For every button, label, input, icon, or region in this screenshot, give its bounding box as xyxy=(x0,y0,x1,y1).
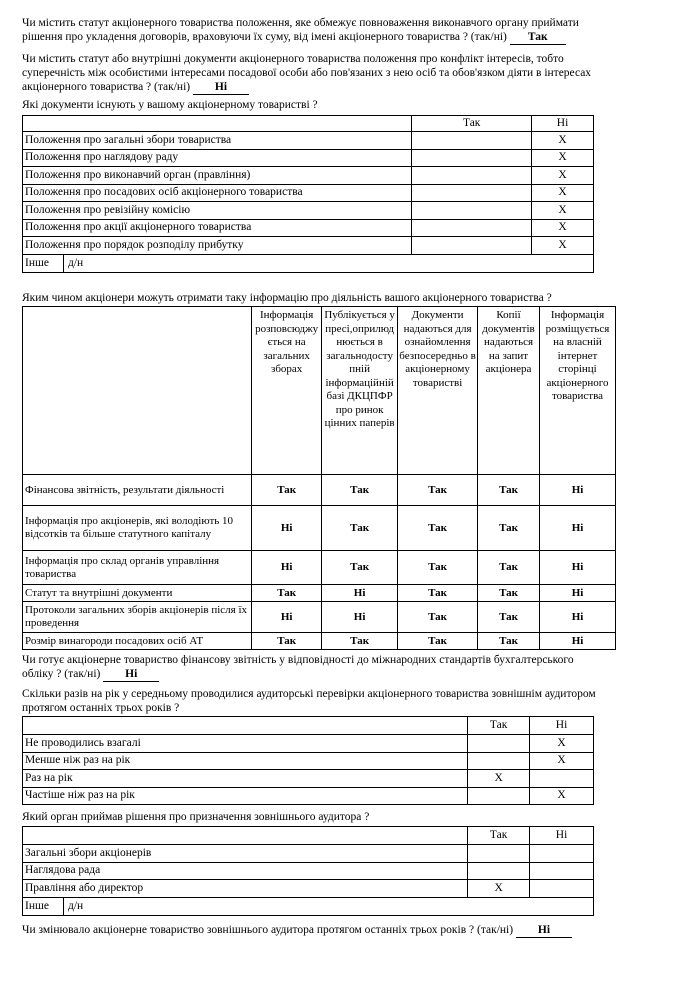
yes-cell xyxy=(412,149,532,167)
no-cell: X xyxy=(532,219,594,237)
yes-cell xyxy=(412,184,532,202)
value-cell: Так xyxy=(398,602,478,633)
column-header-yes: Так xyxy=(412,116,532,132)
table-row xyxy=(23,132,594,150)
yes-cell xyxy=(468,862,530,880)
other-label: Інше xyxy=(23,898,64,915)
table-row xyxy=(23,735,594,753)
documents-table xyxy=(22,115,594,273)
question-documents: Які документи існують у вашому акціонерному товаристві ? xyxy=(22,99,318,111)
no-cell: X xyxy=(530,735,594,753)
value-cell: Так xyxy=(478,551,540,585)
row-label: Положення про наглядову раду xyxy=(23,149,412,167)
table-row xyxy=(23,880,594,898)
table-row xyxy=(23,862,594,880)
question-audits: Скільки разів на рік у середньому проводилися аудиторські перевірки акціонерного товариства зовнішнім аудитором протягом останніх трьох років ? xyxy=(22,688,596,714)
yes-cell xyxy=(412,132,532,150)
table-row xyxy=(23,787,594,805)
column-header: Копії документів надаються на запит акціонера xyxy=(478,307,540,475)
no-cell xyxy=(530,770,594,788)
table-header-row xyxy=(23,827,594,845)
row-label: Інформація про склад органів управління товариства xyxy=(23,551,252,585)
question-text: Чи містить статут або внутрішні документи акціонерного товариства положення про конфлікт інтересів, тобто суперечність між особистими інтересами посадової особи або пов'язаних з нею осіб та обов'язком діяти в інтересах акціонерного товариства ? (так/ні) xyxy=(22,53,592,93)
value-cell: Так xyxy=(478,602,540,633)
answer-field: Ні xyxy=(516,923,572,938)
value-cell: Ні xyxy=(540,551,616,585)
question-ifrs xyxy=(22,653,582,682)
row-label: Статут та внутрішні документи xyxy=(23,585,252,602)
row-label: Положення про ревізійну комісію xyxy=(23,202,412,220)
value-cell: Так xyxy=(252,633,322,650)
table-row xyxy=(23,202,594,220)
value-cell: Ні xyxy=(252,506,322,551)
no-cell: X xyxy=(532,202,594,220)
audits-table xyxy=(22,716,594,805)
value-cell: Ні xyxy=(322,602,398,633)
yes-cell xyxy=(412,219,532,237)
value-cell: Так xyxy=(322,633,398,650)
question-info-access: Яким чином акціонери можуть отримати таку інформацію про діяльність вашого акціонерного товариства ? xyxy=(22,292,552,304)
table-row xyxy=(23,585,616,602)
column-header-yes: Так xyxy=(468,827,530,845)
value-cell: Так xyxy=(398,551,478,585)
row-label: Раз на рік xyxy=(23,770,468,788)
table-row xyxy=(23,184,594,202)
column-header-no: Ні xyxy=(530,717,594,735)
value-cell: Ні xyxy=(322,585,398,602)
no-cell: X xyxy=(532,237,594,255)
auditor-appointment-table xyxy=(22,826,594,916)
value-cell: Ні xyxy=(540,475,616,506)
value-cell: Так xyxy=(478,633,540,650)
row-label: Розмір винагороди посадових осіб АТ xyxy=(23,633,252,650)
other-value: д/н xyxy=(68,899,84,912)
value-cell: Ні xyxy=(540,633,616,650)
column-header-yes: Так xyxy=(468,717,530,735)
row-label: Правління або директор xyxy=(23,880,468,898)
column-header: Публікується у пресі,оприлюд нюється в загальнодосту пній інформаційній базі ДКЦПФР про ринок цінних паперів xyxy=(322,307,398,475)
answer-field: Ні xyxy=(193,80,249,95)
table-row xyxy=(23,602,616,633)
table-row xyxy=(23,551,616,585)
yes-cell: X xyxy=(468,880,530,898)
table-row xyxy=(23,149,594,167)
row-label: Інформація про акціонерів, які володіють 10 відсотків та більше статутного капіталу xyxy=(23,506,252,551)
value-cell: Ні xyxy=(252,602,322,633)
column-header-no: Ні xyxy=(532,116,594,132)
value-cell: Так xyxy=(398,506,478,551)
table-row xyxy=(23,219,594,237)
value-cell: Так xyxy=(478,585,540,602)
yes-cell: X xyxy=(468,770,530,788)
row-label: Не проводились взагалі xyxy=(23,735,468,753)
no-cell xyxy=(530,880,594,898)
table-row xyxy=(23,237,594,255)
info-access-table xyxy=(22,306,616,650)
question-conflict-of-interest xyxy=(22,52,612,95)
yes-cell xyxy=(468,845,530,863)
no-cell: X xyxy=(532,132,594,150)
value-cell: Так xyxy=(322,506,398,551)
no-cell xyxy=(530,845,594,863)
column-header: Інформація розповсюджу ється на загальних зборах xyxy=(252,307,322,475)
value-cell: Так xyxy=(398,475,478,506)
question-auditor-change xyxy=(22,923,622,938)
no-cell: X xyxy=(532,184,594,202)
row-label: Фінансова звітність, результати діяльності xyxy=(23,475,252,506)
other-label: Інше xyxy=(23,255,64,272)
question-text: Чи змінювало акціонерне товариство зовнішнього аудитора протягом останніх трьох років ? (так/ні) xyxy=(22,924,514,936)
value-cell: Ні xyxy=(540,506,616,551)
value-cell: Ні xyxy=(252,551,322,585)
column-header: Інформація розміщується на власній інтернет сторінці акціонерного товариства xyxy=(540,307,616,475)
other-value: д/н xyxy=(68,256,84,269)
value-cell: Так xyxy=(478,475,540,506)
row-label: Менше ніж раз на рік xyxy=(23,752,468,770)
table-header-row xyxy=(23,717,594,735)
row-label: Положення про порядок розподілу прибутку xyxy=(23,237,412,255)
no-cell: X xyxy=(532,167,594,185)
row-label: Загальні збори акціонерів xyxy=(23,845,468,863)
table-row xyxy=(23,633,616,650)
yes-cell xyxy=(468,752,530,770)
question-auditor-appointment: Який орган приймав рішення про призначення зовнішнього аудитора ? xyxy=(22,811,370,823)
no-cell: X xyxy=(532,149,594,167)
no-cell: X xyxy=(530,752,594,770)
value-cell: Так xyxy=(322,551,398,585)
row-label: Частіше ніж раз на рік xyxy=(23,787,468,805)
question-statute-limits xyxy=(22,16,622,45)
row-label: Наглядова рада xyxy=(23,862,468,880)
value-cell: Так xyxy=(322,475,398,506)
no-cell xyxy=(530,862,594,880)
yes-cell xyxy=(412,202,532,220)
row-label: Положення про посадових осіб акціонерного товариства xyxy=(23,184,412,202)
table-row xyxy=(23,752,594,770)
table-header-row xyxy=(23,307,616,475)
answer-field: Так xyxy=(510,30,566,45)
question-text: Чи готує акціонерне товариство фінансову звітність у відповідності до міжнародних стандартів бухгалтерського обліку ? (так/ні) xyxy=(22,654,574,680)
value-cell: Так xyxy=(398,633,478,650)
no-cell: X xyxy=(530,787,594,805)
yes-cell xyxy=(412,167,532,185)
answer-field: Ні xyxy=(103,667,159,682)
row-label: Положення про загальні збори товариства xyxy=(23,132,412,150)
table-row-other xyxy=(23,897,594,915)
table-row xyxy=(23,475,616,506)
row-label: Положення про виконавчий орган (правління) xyxy=(23,167,412,185)
table-row-other xyxy=(23,254,594,272)
value-cell: Ні xyxy=(540,585,616,602)
table-row xyxy=(23,167,594,185)
column-header-no: Ні xyxy=(530,827,594,845)
row-label: Положення про акції акціонерного товариства xyxy=(23,219,412,237)
yes-cell xyxy=(412,237,532,255)
table-row xyxy=(23,506,616,551)
yes-cell xyxy=(468,735,530,753)
table-row xyxy=(23,770,594,788)
table-row xyxy=(23,845,594,863)
question-text: Чи містить статут акціонерного товариства положення, яке обмежує повноваження виконавчого органу приймати рішення про укладення договорів, враховуючи їх суму, від імені акціонерного товариства ? (так/ні) xyxy=(22,17,579,43)
column-header: Документи надаються для ознайомлення безпосередньо в акціонерному товаристві xyxy=(398,307,478,475)
value-cell: Так xyxy=(252,585,322,602)
value-cell: Так xyxy=(252,475,322,506)
value-cell: Так xyxy=(478,506,540,551)
yes-cell xyxy=(468,787,530,805)
table-header-row xyxy=(23,116,594,132)
value-cell: Так xyxy=(398,585,478,602)
value-cell: Ні xyxy=(540,602,616,633)
row-label: Протоколи загальних зборів акціонерів після їх проведення xyxy=(23,602,252,633)
